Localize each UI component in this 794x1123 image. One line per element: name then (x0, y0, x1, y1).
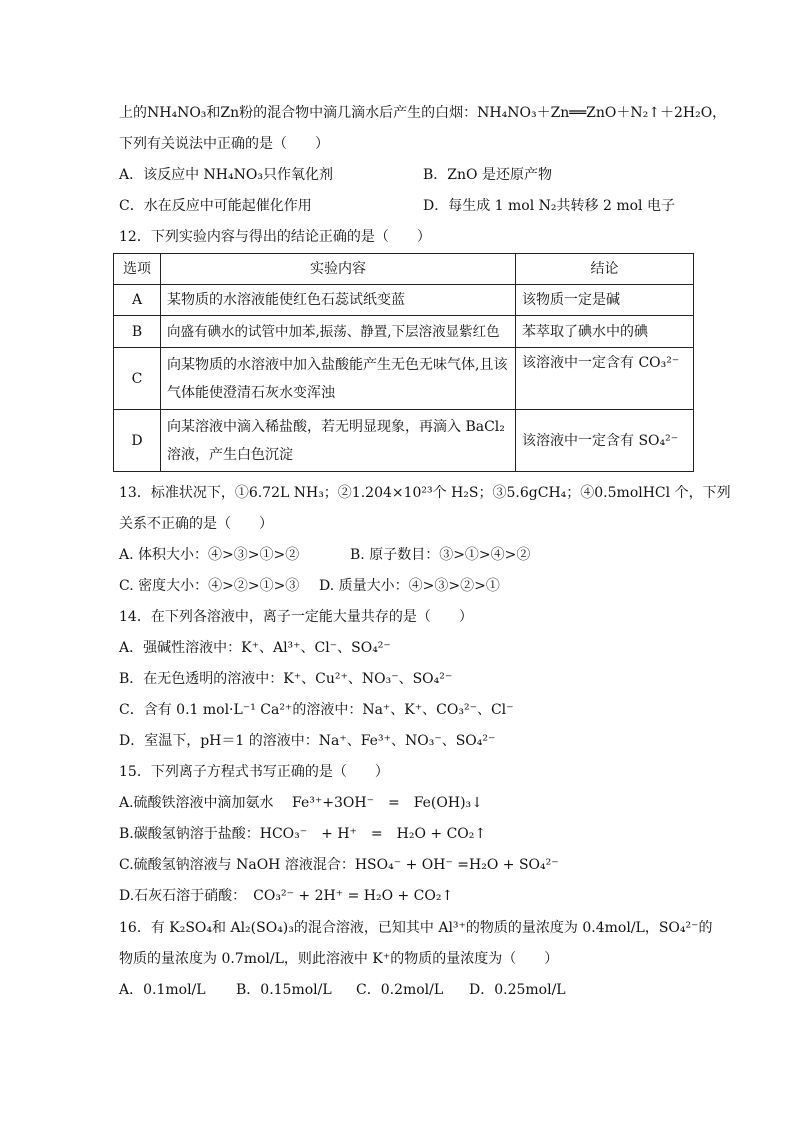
q11-option-b: B．ZnO 是还原产物 (423, 167, 552, 183)
table-row (114, 410, 694, 472)
q15-option-d: D.石灰石溶于硝酸： CO₃²⁻ + 2H⁺ = H₂O + CO₂↑ (119, 888, 454, 904)
row-conclusion: 苯萃取了碘水中的碘 (516, 316, 694, 348)
q11-options-row2 (119, 196, 699, 216)
q14-option-d: D．室温下，pH＝1 的溶液中：Na⁺、Fe³⁺、NO₃⁻、SO₄²⁻ (119, 733, 496, 749)
q13-option-b: B. 原子数目：③>①>④>② (350, 547, 531, 563)
row-option: C (114, 348, 161, 410)
header-option: 选项 (114, 254, 161, 285)
q14-stem: 14．在下列各溶液中，离子一定能大量共存的是（ ） (119, 609, 473, 625)
table-row (114, 285, 694, 316)
q15-option-a: A.硫酸铁溶液中滴加氨水 Fe³⁺+3OH⁻ = Fe(OH)₃↓ (119, 795, 483, 811)
q11-stem-line1: 上的NH₄NO₃和Zn粉的混合物中滴几滴水后产生的白烟：NH₄NO₃＋Zn══ZnO＋N₂↑＋2H₂O， (119, 105, 727, 121)
q16-stem-line2: 物质的量浓度为 0.7mol/L，则此溶液中 K⁺的物质的量浓度为（ ） (119, 951, 559, 967)
q14-option-b: B．在无色透明的溶液中：K⁺、Cu²⁺、NO₃⁻、SO₄²⁻ (119, 671, 453, 687)
q16-option-c: C．0.2mol/L (356, 982, 444, 998)
q14-option-a: A．强碱性溶液中：K⁺、Al³⁺、Cl⁻、SO₄²⁻ (119, 640, 391, 656)
row-conclusion: 该溶液中一定含有 SO₄²⁻ (516, 410, 694, 472)
q11-options-row1 (119, 165, 699, 185)
q13-option-d: D. 质量大小：④>③>②>① (319, 578, 500, 594)
row-option: D (114, 410, 161, 472)
row-option: A (114, 285, 161, 316)
q13-options-row1 (119, 545, 699, 565)
q15-stem: 15．下列离子方程式书写正确的是（ ） (119, 764, 389, 780)
q11-option-a: A．该反应中 NH₄NO₃只作氧化剂 (119, 167, 333, 183)
q11-stem-line2: 下列有关说法中正确的是（ ） (119, 136, 329, 152)
q16-stem-line1: 16．有 K₂SO₄和 Al₂(SO₄)₃的混合溶液，已知其中 Al³⁺的物质的量浓度为 0.4mol/L，SO₄²⁻的 (119, 920, 713, 936)
q11-option-d: D．每生成 1 mol N₂共转移 2 mol 电子 (423, 198, 675, 214)
q13-stem-line1: 13．标准状况下，①6.72L NH₃；②1.204×10²³个 H₂S；③5.6gCH₄；④0.5molHCl 个，下列 (119, 485, 731, 501)
q14-option-c: C．含有 0.1 mol·L⁻¹ Ca²⁺的溶液中：Na⁺、K⁺、CO₃²⁻、Cl⁻ (119, 702, 514, 718)
table-header-row (114, 254, 694, 285)
row-content: 向盛有碘水的试管中加苯,振荡、静置,下层溶液显紫红色 (161, 316, 516, 348)
q15-option-b: B.碳酸氢钠溶于盐酸：HCO₃⁻ + H⁺ = H₂O + CO₂↑ (119, 826, 487, 842)
q11-option-c: C．水在反应中可能起催化作用 (119, 198, 312, 214)
q16-option-a: A．0.1mol/L (119, 982, 206, 998)
row-content: 向某溶液中滴入稀盐酸，若无明显现象，再滴入 BaCl₂溶液，产生白色沉淀 (161, 410, 516, 472)
q15-option-c: C.硫酸氢钠溶液与 NaOH 溶液混合：HSO₄⁻ + OH⁻ =H₂O + SO₄²⁻ (119, 857, 559, 873)
q12-table (113, 253, 694, 472)
q13-option-c: C. 密度大小：④>②>①>③ (119, 578, 300, 594)
row-conclusion: 该物质一定是碱 (516, 285, 694, 316)
header-conclusion: 结论 (516, 254, 694, 285)
q13-options-row2 (119, 576, 699, 596)
q13-stem-line2: 关系不正确的是（ ） (119, 516, 273, 532)
row-content: 向某物质的水溶液中加入盐酸能产生无色无味气体,且该气体能使澄清石灰水变浑浊 (161, 348, 516, 410)
q16-option-b: B．0.15mol/L (236, 982, 332, 998)
header-content: 实验内容 (161, 254, 516, 285)
table-row (114, 348, 694, 410)
table-row (114, 316, 694, 348)
row-option: B (114, 316, 161, 348)
q16-option-d: D．0.25mol/L (469, 982, 566, 998)
q12-stem: 12．下列实验内容与得出的结论正确的是（ ） (119, 229, 431, 245)
row-conclusion: 该溶液中一定含有 CO₃²⁻ (516, 348, 694, 410)
row-content: 某物质的水溶液能使红色石蕊试纸变蓝 (161, 285, 516, 316)
q13-option-a: A. 体积大小：④>③>①>② (119, 547, 300, 563)
